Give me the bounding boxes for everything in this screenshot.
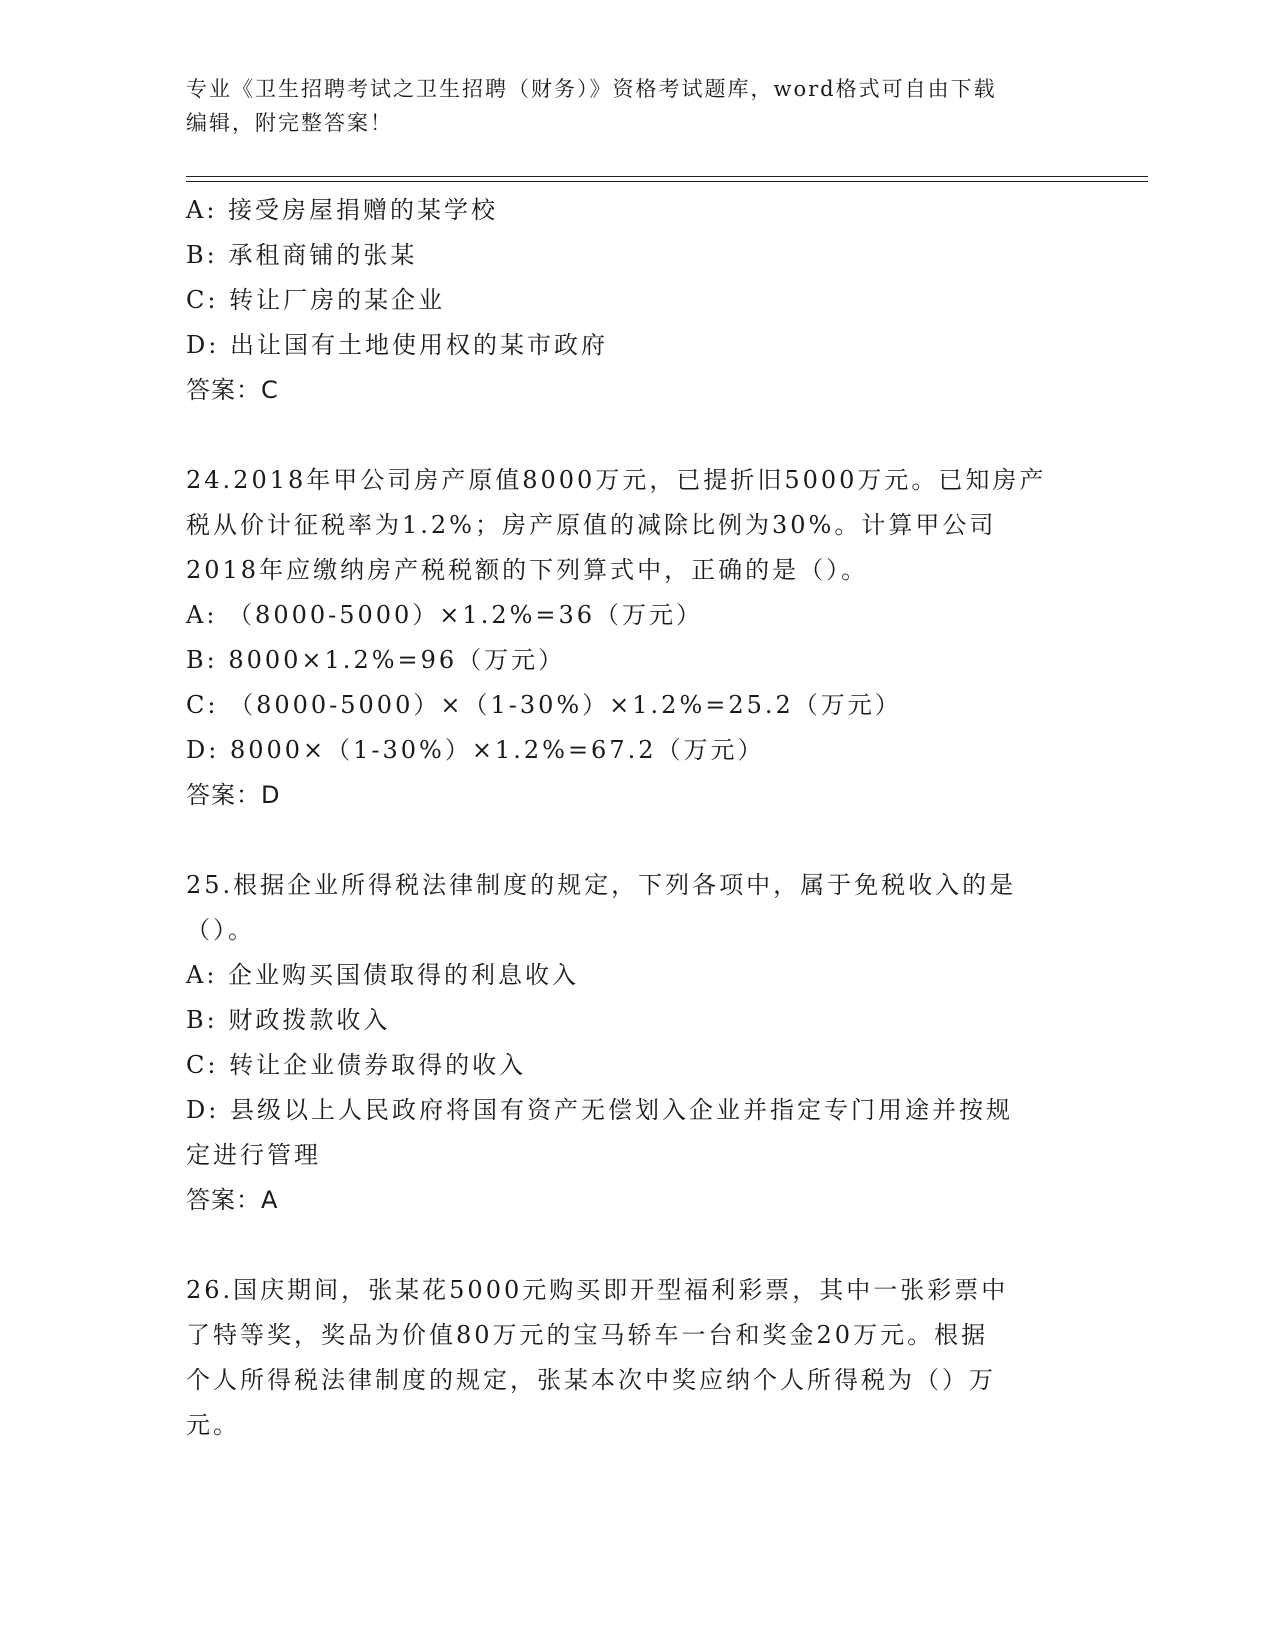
option-c: C: （8000-5000）×（1-30%）×1.2%=25.2（万元） <box>186 691 902 719</box>
question-24 <box>186 458 1086 818</box>
answer: 答案：A <box>186 1186 279 1214</box>
option-b: B: 8000×1.2%=96（万元） <box>186 646 566 674</box>
question-text-line: 元。 <box>186 1411 240 1439</box>
header-line-2: 编辑，附完整答案！ <box>186 111 393 135</box>
question-text-line: 了特等奖，奖品为价值80万元的宝马轿车一台和奖金20万元。根据 <box>186 1321 989 1349</box>
question-text-line: 25.根据企业所得税法律制度的规定，下列各项中，属于免税收入的是 <box>186 871 1017 899</box>
option-d-continued: 定进行管理 <box>186 1141 321 1169</box>
option-d: D: 县级以上人民政府将国有资产无偿划入企业并指定专门用途并按规 <box>186 1096 1013 1124</box>
header-divider-bottom <box>186 181 1148 182</box>
document-header <box>186 72 1066 140</box>
question-23 <box>186 188 1086 413</box>
question-text-line: 个人所得税法律制度的规定，张某本次中奖应纳个人所得税为（）万 <box>186 1366 996 1394</box>
question-text-line: 24.2018年甲公司房产原值8000万元，已提折旧5000万元。已知房产 <box>186 466 1047 494</box>
option-a: A: 接受房屋捐赠的某学校 <box>186 196 499 224</box>
answer: 答案：C <box>186 376 279 404</box>
option-a: A: 企业购买国债取得的利息收入 <box>186 961 580 989</box>
option-c: C: 转让厂房的某企业 <box>186 286 446 314</box>
question-26 <box>186 1268 1086 1448</box>
header-divider-top <box>186 176 1148 177</box>
option-b: B: 承租商铺的张某 <box>186 241 418 269</box>
question-text-line: 26.国庆期间，张某花5000元购买即开型福利彩票，其中一张彩票中 <box>186 1276 1009 1304</box>
answer: 答案：D <box>186 781 281 809</box>
question-25 <box>186 863 1086 1223</box>
question-text-line: 税从价计征税率为1.2%；房产原值的减除比例为30%。计算甲公司 <box>186 511 997 539</box>
option-a: A: （8000-5000）×1.2%=36（万元） <box>186 601 704 629</box>
question-text-line: 2018年应缴纳房产税税额的下列算式中，正确的是（）。 <box>186 556 869 584</box>
question-text-line: （）。 <box>186 916 255 944</box>
question-list <box>186 188 1086 1448</box>
option-d: D: 出让国有土地使用权的某市政府 <box>186 331 608 359</box>
option-d: D: 8000×（1-30%）×1.2%=67.2（万元） <box>186 736 765 764</box>
header-line-1: 专业《卫生招聘考试之卫生招聘（财务）》资格考试题库，word格式可自由下载 <box>186 77 997 101</box>
option-c: C: 转让企业债券取得的收入 <box>186 1051 527 1079</box>
option-b: B: 财政拨款收入 <box>186 1006 391 1034</box>
